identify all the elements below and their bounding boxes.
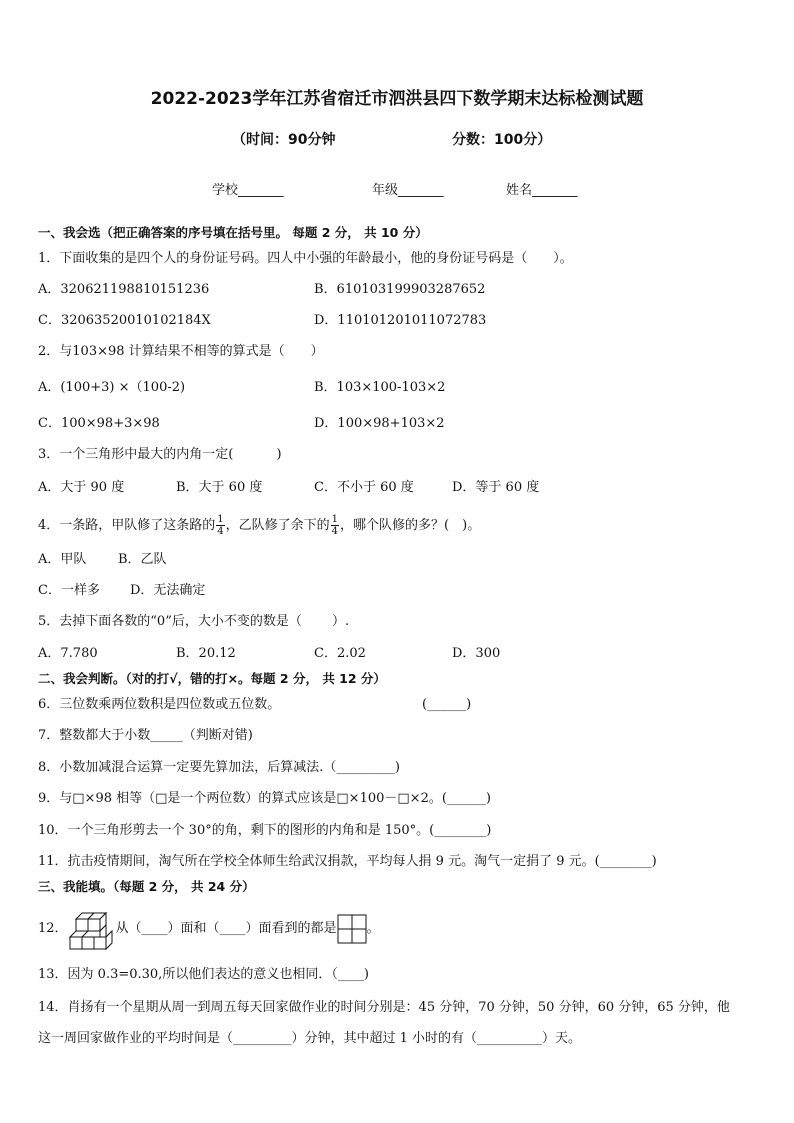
question-10: 10．一个三角形剪去一个 30°的角，剩下的图形的内角和是 150°。(________) — [38, 823, 492, 838]
question-14-line-2: 这一周回家做作业的平均时间是（_________）分钟，其中超过 1 小时的有（__________）天。 — [38, 1031, 582, 1046]
cube-front-face — [94, 937, 106, 949]
q3-option-b[interactable]: B．大于 60 度 — [176, 480, 263, 495]
question-6: 6．三位数乘两位数积是四位数或五位数。 — [38, 697, 281, 712]
q1-option-d[interactable]: D．110101201011072783 — [314, 313, 487, 328]
q4-text-2: ，乙队修了余下的 — [225, 518, 330, 533]
fraction-numerator: 1 — [217, 514, 224, 525]
question-11: 11．抗击疫情期间，淘气所在学校全体师生给武汉捐款，平均每人捐 9 元。淘气一定捐了 9 元。(________) — [38, 854, 657, 869]
cube-front-face — [76, 919, 88, 931]
q5-option-a[interactable]: A．7.780 — [38, 646, 98, 661]
exam-title: 2022-2023学年江苏省宿迁市泗洪县四下数学期末达标检测试题 — [150, 89, 644, 109]
fraction-denominator: 4 — [217, 526, 224, 537]
question-5: 5．去掉下面各数的“0”后，大小不变的数是（ ）. — [38, 614, 350, 629]
q2-option-b[interactable]: B．103×100-103×2 — [314, 380, 446, 395]
cube-side-face — [106, 931, 112, 949]
school-field[interactable]: 学校_______ — [212, 183, 284, 198]
name-field[interactable]: 姓名_______ — [506, 183, 578, 198]
fraction-one-quarter — [216, 514, 224, 537]
cube-front-face — [70, 937, 82, 949]
q4-text-3: ，哪个队修的多？( )。 — [340, 518, 481, 533]
q4-option-c[interactable]: C．一样多 — [38, 583, 100, 598]
question-13: 13．因为 0.3=0.30,所以他们表达的意义也相同．（____) — [38, 967, 369, 982]
exam-time: （时间：90分钟 — [232, 132, 336, 148]
fraction-denominator: 4 — [331, 526, 339, 537]
grid-view-figure — [337, 914, 367, 944]
q12-number: 12． — [38, 921, 68, 936]
grade-field[interactable]: 年级_______ — [372, 183, 444, 198]
q2-option-d[interactable]: D．100×98+103×2 — [314, 416, 445, 431]
q12-end: 。 — [366, 921, 380, 936]
fraction-one-quarter — [331, 514, 339, 537]
cube-stack-figure — [68, 903, 116, 955]
q1-option-b[interactable]: B．610103199903287652 — [314, 282, 486, 297]
q3-option-d[interactable]: D．等于 60 度 — [452, 480, 540, 495]
q12-text: 从（____）面和（____）面看到的都是 — [115, 921, 337, 936]
question-7: 7．整数都大于小数_____（判断对错) — [38, 728, 253, 743]
q2-option-a[interactable]: A．(100+3) ×（100-2) — [38, 380, 186, 395]
q4-text-1: 4．一条路，甲队修了这条路的 — [38, 518, 216, 533]
q3-option-a[interactable]: A．大于 90 度 — [38, 480, 125, 495]
q4-option-b[interactable]: B．乙队 — [118, 552, 167, 567]
q6-answer-blank[interactable]: (______) — [422, 697, 472, 712]
cube-front-face — [88, 919, 100, 931]
question-9: 9．与□×98 相等（□是一个两位数）的算式应该是□×100－□×2。(______) — [38, 791, 491, 806]
question-12 — [38, 902, 380, 956]
exam-score: 分数：100分） — [452, 132, 552, 148]
section-2-heading: 二、我会判断。（对的打√，错的打×。每题 2 分， 共 12 分） — [38, 671, 386, 686]
question-14-line-1: 14．肖扬有一个星期从周一到周五每天回家做作业的时间分别是：45 分钟，70 分钟，50 分钟，60 分钟，65 分钟，他 — [38, 1000, 730, 1015]
q1-option-c[interactable]: C．32063520010102184X — [38, 313, 211, 328]
q4-option-a[interactable]: A．甲队 — [38, 552, 87, 567]
fraction-numerator: 1 — [331, 514, 339, 525]
q3-option-c[interactable]: C．不小于 60 度 — [314, 480, 414, 495]
cube-top-face — [70, 931, 88, 937]
question-8: 8．小数加减混合运算一定要先算加法，后算减法.（_________) — [38, 760, 400, 775]
cube-front-face — [82, 937, 94, 949]
q5-option-c[interactable]: C．2.02 — [314, 646, 366, 661]
q1-option-a[interactable]: A．320621198810151236 — [38, 282, 210, 297]
q2-option-c[interactable]: C．100×98+3×98 — [38, 416, 160, 431]
question-2: 2．与103×98 计算结果不相等的算式是（ ） — [38, 344, 324, 359]
q4-option-d[interactable]: D．无法确定 — [130, 583, 206, 598]
section-3-heading: 三、我能填。（每题 2 分， 共 24 分） — [38, 879, 255, 894]
question-1: 1．下面收集的是四个人的身份证号码。四人中小强的年龄最小，他的身份证号码是（ ）。 — [38, 251, 573, 266]
question-3: 3．一个三角形中最大的内角一定( ) — [38, 447, 282, 462]
question-4 — [38, 514, 480, 537]
section-1-heading: 一、我会选（把正确答案的序号填在括号里。 每题 2 分， 共 10 分） — [38, 225, 428, 240]
q5-option-d[interactable]: D．300 — [452, 646, 501, 661]
q5-option-b[interactable]: B．20.12 — [176, 646, 236, 661]
